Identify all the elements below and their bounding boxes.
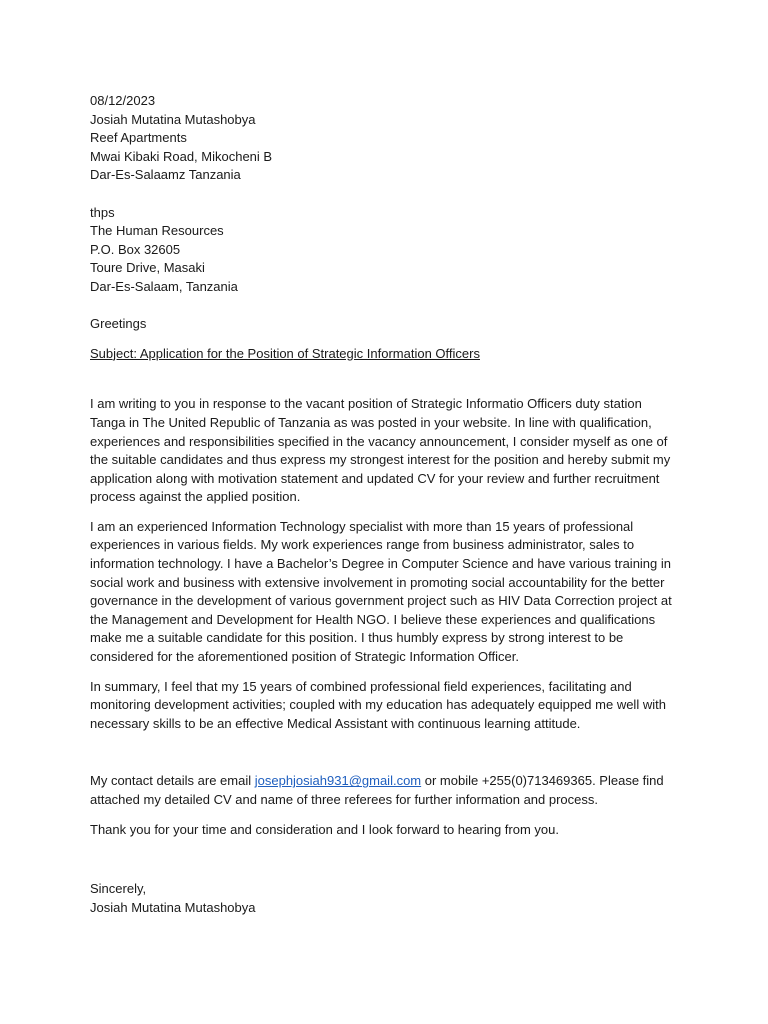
subject-line: Subject: Application for the Position of Strategic Information Officers — [90, 345, 480, 361]
sender-name: Josiah Mutatina Mutashobya — [90, 111, 256, 127]
greeting: Greetings — [90, 316, 147, 332]
sender-block — [90, 92, 680, 185]
contact-suffix: or mobile +255(0)713469365. Please find attached my detailed CV and name of three referees for further information and process. — [90, 773, 664, 807]
recipient-city: Dar-Es-Salaam, Tanzania — [90, 278, 238, 294]
paragraph-thanks: Thank you for your time and consideration and I look forward to hearing from you. — [90, 821, 559, 837]
recipient-pobox: P.O. Box 32605 — [90, 241, 181, 257]
sender-address-line1: Reef Apartments — [90, 130, 187, 146]
sender-address-line3: Dar-Es-Salaamz Tanzania — [90, 167, 241, 183]
paragraph-summary: In summary, I feel that my 15 years of combined professional field experiences, facilitating and monitoring development activities; coupled with my education has adequately equipped me well with necessary skills to be an effective Medical Assistant with continuous learning attitude. — [90, 678, 666, 731]
paragraph-contact — [90, 772, 680, 809]
sender-address-line2: Mwai Kibaki Road, Mikocheni B — [90, 148, 273, 164]
letter-body — [90, 92, 680, 917]
paragraph-experience: I am an experienced Information Technology specialist with more than 15 years of professional experiences in various fields. My work experiences range from business administrator, sales to information technology. I have a Bachelor’s Degree in Computer Science and have various training in social work and business with extensive involvement in promoting social accountability for the better governance in the development of various government project such as HIV Data Correction project at the Management and Development for Health NGO. I believe these experiences and qualifications make me a suitable candidate for this position. I thus humbly express by strong interest to be considered for the aforementioned position of Strategic Information Officer. — [90, 518, 672, 665]
valediction: Sincerely, — [90, 881, 147, 897]
signature-name: Josiah Mutatina Mutashobya — [90, 899, 256, 915]
letter-date: 08/12/2023 — [90, 93, 156, 108]
recipient-block — [90, 204, 680, 297]
email-link[interactable]: josephjosiah931@gmail.com — [254, 773, 422, 789]
recipient-org: thps — [90, 204, 115, 220]
paragraph-intro: I am writing to you in response to the vacant position of Strategic Informatio Officers duty station Tanga in The United Republic of Tanzania as was posted in your website. In line with qualification, experiences and responsibilities specified in the vacancy announcement, I consider myself as one of the suitable candidates and thus express my strongest interest for the position and hereby submit my application along with motivation statement and updated CV for your review and further recruitment process against the applied position. — [90, 396, 671, 505]
recipient-street: Toure Drive, Masaki — [90, 260, 205, 276]
contact-prefix: My contact details are email — [90, 773, 255, 789]
recipient-dept: The Human Resources — [90, 223, 224, 239]
